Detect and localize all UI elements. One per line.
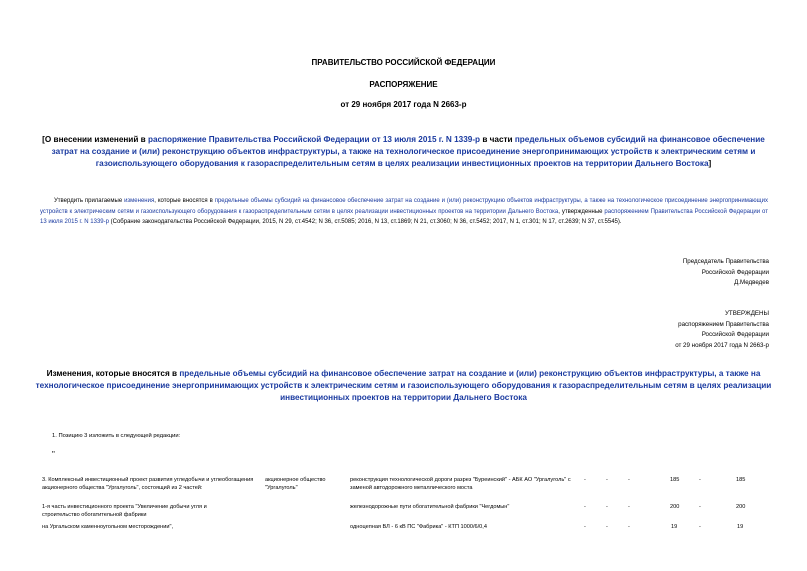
cell-value: - [628, 524, 630, 530]
cell-value: 19 [671, 524, 678, 530]
cell-value: - [628, 477, 630, 483]
cell-value: - [584, 524, 586, 530]
title-rest: предельных объемов субсидий на финансовое обеспечение затрат на создание и (или) реконструкцию объектов инфраструктуры, а также на технологическое присоединение энергопринимающих устройств к электрическим сетям и газоиспользующего оборудования к газораспределительным сетям в целях реализации инвестиционных проектов на территории Дальнего Востока [51, 135, 765, 168]
signature-position: Председатель Правительства [682, 258, 769, 265]
cell-value: - [699, 524, 701, 530]
cell-project: на Ургальском каменноугольном месторождении", [42, 524, 174, 530]
title-link-order-1339[interactable]: распоряжение Правительства Российской Федерации от 13 июля 2015 г. N 1339-р [147, 135, 481, 144]
body-text: (Собрание законодательства Российской Федерации, 2015, N 29, ст.4542; N 36, ст.5085; 2016, N 13, ст.1869; N 21, ст.3060; N 36, ст.5452; 2017, N 1, ст.301; N 17, ст.2639; N 37, ст.5545). [108, 219, 622, 225]
document-type: РАСПОРЯЖЕНИЕ [369, 80, 438, 89]
cell-value: 19 [737, 524, 744, 530]
cell-project: 1-я часть инвестиционного проекта "Увеличение добычи угля и строительство обогатительной фабрики [42, 504, 207, 519]
cell-value: - [699, 504, 701, 510]
signature-block [683, 257, 769, 289]
link-changes[interactable]: изменения [124, 198, 155, 204]
cell-value: - [584, 477, 586, 483]
cell-value: - [584, 504, 586, 510]
cell-object: железнодорожные пути обогатительной фабрики "Чегдомын" [350, 504, 510, 510]
cell-value: 200 [670, 504, 680, 510]
cell-value: 185 [670, 477, 680, 483]
cell-value: - [606, 477, 608, 483]
changes-title-link[interactable]: предельные объемы субсидий на финансовое обеспечение затрат на создание и (или) реконструкцию объектов инфраструктуры, а также на технологическое присоединение энергопринимающих устройств к электрическим сетям и газоиспользующего оборудования к газораспределительным сетям в целях реализации инвестиционных проектов на территории Дальнего Востока [35, 369, 772, 402]
approval-heading: УТВЕРЖДЕНЫ [725, 310, 769, 317]
body-text: , утвержденные [558, 208, 605, 215]
body-text: Утвердить прилагаемые [54, 198, 125, 204]
link-subsidy-limits[interactable]: предельные объемы субсидий на финансовое обеспечение затрат на создание и (или) реконструкцию объектов инфраструктуры, а также на технологическое присоединение энергопринимающих устройств к электрическим сетям и газоиспользующего оборудования к газораспределительным сетям в целях реализации инвестиционных проектов на территории Дальнего Востока [40, 198, 768, 215]
title-suffix: ] [708, 159, 712, 168]
approval-line: Российской Федерации [701, 331, 769, 338]
changes-title-prefix: Изменения, которые вносятся в [46, 369, 180, 378]
approval-line: распоряжением Правительства [678, 320, 769, 328]
cell-company: акционерное общество "Ургалуголь" [265, 477, 326, 492]
cell-value: 185 [736, 477, 746, 483]
link-order-1339[interactable]: распоряжением Правительства Российской Федерации от 13 июля 2015 г. N 1339-р [40, 208, 768, 225]
opening-quote: " [52, 450, 55, 459]
approval-block [675, 309, 769, 351]
cell-object: реконструкция технологической дороги разрез "Буреинский" - АБК АО "Ургалуголь" с заменой автодорожного металлического моста [350, 477, 571, 492]
body-paragraph [40, 196, 768, 228]
cell-object: одноцепная ВЛ - 6 кВ ПС "Фабрика" - КТП 1000/6/0,4 [350, 524, 487, 530]
cell-value: - [606, 504, 608, 510]
cell-value: - [606, 524, 608, 530]
approval-date: от 29 ноября 2017 года N 2663-р [675, 341, 769, 349]
cell-value: 200 [736, 504, 746, 510]
changes-title [30, 368, 777, 404]
body-text: , которые вносятся в [154, 198, 215, 204]
cell-project: 3. Комплексный инвестиционный проект развития угледобычи и углеобогащения акционерного общества "Ургалуголь", состоящий из 2 частей: [42, 477, 254, 492]
signature-country: Российской Федерации [701, 268, 769, 276]
cell-value: - [699, 477, 701, 483]
cell-value: - [628, 504, 630, 510]
title-prefix: [О внесении изменений в [42, 135, 148, 144]
title-middle: в части [480, 135, 515, 144]
document-date-number: от 29 ноября 2017 года N 2663-р [340, 100, 467, 109]
government-heading: ПРАВИТЕЛЬСТВО РОССИЙСКОЙ ФЕДЕРАЦИИ [311, 58, 496, 67]
signature-name: Д.Медведев [734, 279, 769, 286]
item-1: 1. Позицию 3 изложить в следующей редакции: [52, 433, 181, 439]
document-title [35, 134, 772, 170]
